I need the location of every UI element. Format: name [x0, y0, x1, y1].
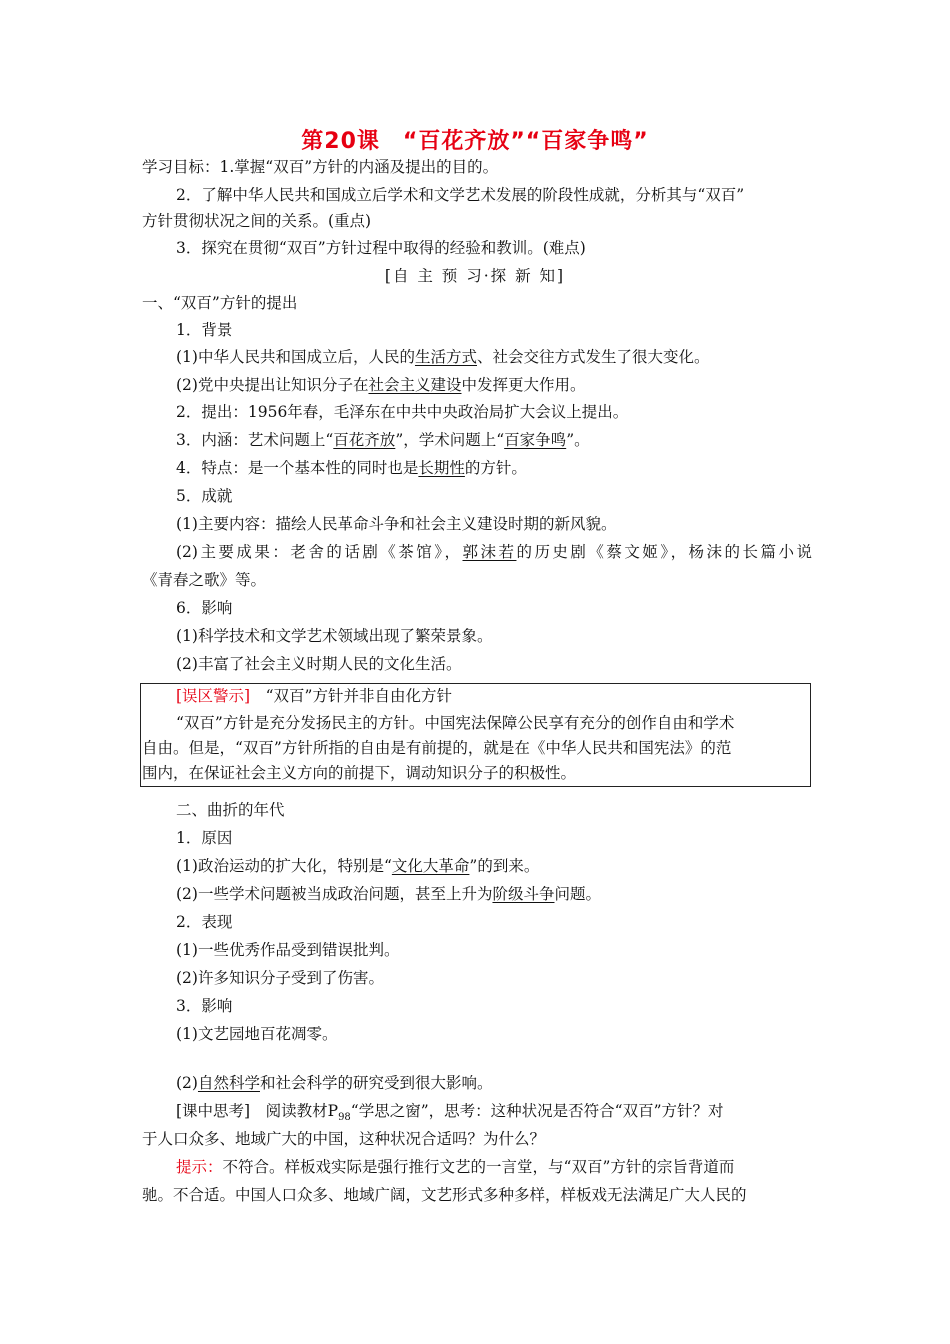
impact2-item-2: (2)自然科学和社会科学的研究受到很大影响。 — [176, 1074, 493, 1092]
show-item-2: (2)许多知识分子受到了伤害。 — [176, 969, 384, 987]
achieve-item-2-cont: 《青春之歌》等。 — [142, 571, 267, 589]
warning-line-1: “双百”方针是充分发扬民主的方针。中国宪法保障公民享有充分的创作自由和学术 — [176, 714, 735, 732]
achieve-item-2: (2)主要成果：老舍的话剧《茶馆》，郭沫若的历史剧《蔡文姬》，杨沫的长篇小说 — [176, 543, 812, 561]
warning-line-3: 围内，在保证社会主义方向的前提下，调动知识分子的积极性。 — [142, 764, 577, 782]
part1-heading: 一、“双百”方针的提出 — [142, 294, 298, 312]
blank-answer: 百家争鸣 — [504, 431, 567, 449]
blank-answer: 长期性 — [418, 459, 465, 477]
warning-line-2: 自由。但是，“双百”方针所指的自由是有前提的，就是在《中华人民共和国宪法》的范 — [142, 739, 732, 757]
objective-3: 3．探究在贯彻“双百”方针过程中取得的经验和教训。(难点) — [176, 239, 586, 257]
blank-answer: 自然科学 — [197, 1074, 260, 1092]
warning-tag: [误区警示] — [176, 687, 251, 705]
show-title: 2．表现 — [176, 913, 233, 931]
objective-2-cont: 方针贯彻状况之间的关系。(重点) — [142, 212, 372, 230]
achieve-title: 5．成就 — [176, 487, 233, 505]
lesson-title: 第20课 “百花齐放”“百家争鸣” — [301, 129, 649, 154]
blank-answer: 生活方式 — [414, 348, 477, 366]
think-question-cont: 于人口众多、地域广大的中国，这种状况合适吗？为什么？ — [142, 1130, 546, 1148]
hint-line-cont: 驰。不合适。中国人口众多、地域广阔，文艺形式多种多样，样板戏无法满足广大人民的 — [142, 1186, 747, 1204]
cause-item-2: (2)一些学术问题被当成政治问题，甚至上升为阶级斗争问题。 — [176, 885, 601, 903]
warning-header: [误区警示] “双百”方针并非自由化方针 — [176, 687, 452, 705]
impact2-title: 3．影响 — [176, 997, 233, 1015]
think-tag: [课中思考] — [176, 1102, 251, 1120]
blank-answer: 郭沫若 — [462, 543, 517, 561]
impact2-item-1: (1)文艺园地百花凋零。 — [176, 1025, 338, 1043]
hint-line: 提示：不符合。样板戏实际是强行推行文艺的一言堂，与“双百”方针的宗旨背道而 — [176, 1158, 735, 1176]
meaning-line: 3．内涵：艺术问题上“百花齐放”，学术问题上“百家争鸣”。 — [176, 431, 590, 449]
part2-heading: 二、曲折的年代 — [176, 801, 285, 819]
impact-item-2: (2)丰富了社会主义时期人民的文化生活。 — [176, 655, 462, 673]
blank-answer: 文化大革命 — [391, 857, 470, 875]
impact-title: 6．影响 — [176, 599, 233, 617]
achieve-item-1: (1)主要内容：描绘人民革命斗争和社会主义建设时期的新风貌。 — [176, 515, 617, 533]
section-banner: [自 主 预 习·探 新 知] — [384, 267, 566, 285]
feature-line: 4．特点：是一个基本性的同时也是长期性的方针。 — [176, 459, 527, 477]
show-item-1: (1)一些优秀作品受到错误批判。 — [176, 941, 400, 959]
background-item-2: (2)党中央提出让知识分子在社会主义建设中发挥更大作用。 — [176, 376, 586, 394]
background-title: 1．背景 — [176, 321, 233, 339]
background-item-1: (1)中华人民共和国成立后，人民的生活方式、社会交往方式发生了很大变化。 — [176, 348, 710, 366]
objective-2: 2．了解中华人民共和国成立后学术和文学艺术发展的阶段性成就，分析其与“双百” — [176, 186, 745, 204]
impact-item-1: (1)科学技术和文学艺术领域出现了繁荣景象。 — [176, 627, 493, 645]
propose-line: 2．提出：1956年春，毛泽东在中共中央政治局扩大会议上提出。 — [176, 403, 629, 421]
think-question: [课中思考] 阅读教材$P_{98}“$学思之窗”，思考：这种状况是否符合“双百”方针？对 — [176, 1102, 724, 1124]
blank-answer: 百花齐放 — [333, 431, 396, 449]
cause-title: 1．原因 — [176, 829, 233, 847]
cause-item-1: (1)政治运动的扩大化，特别是“文化大革命”的到来。 — [176, 857, 540, 875]
blank-answer: 阶级斗争 — [492, 885, 555, 903]
objective-1: 学习目标：1.掌握“双百”方针的内涵及提出的目的。 — [142, 158, 499, 176]
blank-answer: 社会主义建设 — [368, 376, 462, 394]
hint-tag: 提示： — [176, 1158, 223, 1176]
